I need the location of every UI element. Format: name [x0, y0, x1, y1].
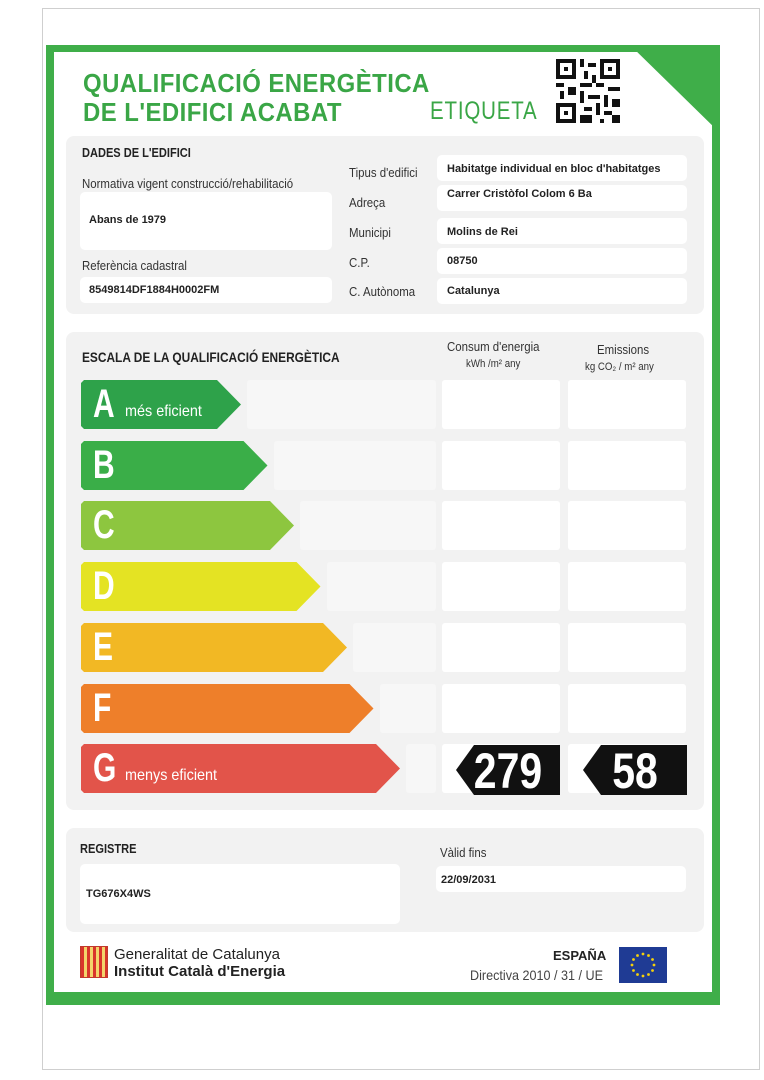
frame-corner: [630, 45, 720, 133]
generalitat-logo-icon: [80, 946, 108, 978]
band-letter: G: [93, 746, 117, 791]
consum-label: Consum d'energia: [447, 339, 540, 354]
tipus-value: Habitatge individual en bloc d'habitatges: [447, 163, 661, 175]
band-letter: C: [93, 503, 115, 548]
band-arrow-shape: [81, 684, 374, 733]
consum-cell-b: [442, 441, 560, 490]
tipus-label: Tipus d'edifici: [349, 165, 418, 180]
emissions-cell-e: [568, 623, 686, 672]
band-arrow-shape: [81, 623, 347, 672]
band-row-spacer: [300, 501, 436, 550]
cp-label: C.P.: [349, 255, 370, 270]
emissions-rating-marker: [583, 743, 687, 799]
band-letter: E: [93, 624, 114, 669]
autonoma-label: C. Autònoma: [349, 284, 416, 299]
band-row-spacer: [327, 562, 437, 611]
emissions-value: 58: [612, 743, 658, 799]
eu-flag-icon: [619, 947, 667, 983]
consum-unit: kWh /m² any: [466, 358, 521, 370]
eu-star: [642, 975, 645, 978]
eu-star: [653, 964, 656, 967]
etiqueta-label: ETIQUETA: [430, 97, 538, 125]
autonoma-value: Catalunya: [447, 285, 500, 297]
normativa-value: Abans de 1979: [89, 214, 167, 226]
registre-label: REGISTRE: [80, 841, 137, 856]
scale-section-title: ESCALA DE LA QUALIFICACIÓ ENERGÈTICA: [82, 349, 340, 365]
adreca-label: Adreça: [349, 195, 386, 210]
band-letter: D: [93, 564, 115, 609]
title-line-2: DE L'EDIFICI ACABAT: [83, 97, 342, 127]
normativa-label: Normativa vigent construcció/rehabilitació: [82, 176, 294, 191]
directive-label: Directiva 2010 / 31 / UE: [470, 967, 604, 983]
eu-star: [647, 954, 650, 957]
eu-star: [647, 973, 650, 976]
energy-band-g: [81, 744, 400, 792]
emissions-cell-b: [568, 441, 686, 490]
adreca-value: Carrer Cristòfol Colom 6 Ba: [447, 188, 592, 200]
eu-star: [632, 969, 635, 972]
title-line-1: QUALIFICACIÓ ENERGÈTICA: [83, 68, 430, 98]
referencia-value: 8549814DF1884H0002FM: [89, 284, 220, 296]
qr-code-icon: [556, 59, 620, 123]
eu-star: [642, 953, 645, 956]
energy-band-b: [81, 441, 268, 489]
consum-cell-e: [442, 623, 560, 672]
emissions-cell-c: [568, 501, 686, 550]
band-caption: menys eficient: [125, 767, 218, 785]
consum-cell-d: [442, 562, 560, 611]
emissions-cell-a: [568, 380, 686, 429]
consum-value: 279: [473, 743, 543, 799]
issuer-line-1: Generalitat de Catalunya: [114, 946, 280, 963]
band-row-spacer: [353, 623, 436, 672]
energy-band-f: [81, 684, 374, 732]
consum-rating-marker: [456, 743, 560, 799]
emissions-label: Emissions: [597, 342, 650, 357]
municipi-value: Molins de Rei: [447, 226, 518, 238]
energy-band-c: [81, 501, 294, 549]
valid-value: 22/09/2031: [441, 874, 497, 886]
band-row-spacer: [406, 744, 436, 793]
band-letter: A: [93, 382, 115, 426]
eu-star: [636, 954, 639, 957]
issuer-line-2: Institut Català d'Energia: [114, 963, 286, 980]
country-label: ESPAÑA: [553, 948, 607, 963]
band-letter: F: [93, 685, 112, 730]
eu-star: [636, 973, 639, 976]
energy-band-e: [81, 623, 347, 671]
registre-value: TG676X4WS: [86, 888, 151, 900]
emissions-cell-f: [568, 684, 686, 733]
energy-band-d: [81, 562, 321, 610]
consum-cell-a: [442, 380, 560, 429]
band-caption: més eficient: [125, 403, 202, 420]
consum-cell-c: [442, 501, 560, 550]
eu-star: [651, 969, 654, 972]
energy-band-a: [81, 380, 241, 428]
eu-star: [651, 958, 654, 961]
band-row-spacer: [247, 380, 436, 429]
consum-cell-f: [442, 684, 560, 733]
valid-label: Vàlid fins: [440, 845, 487, 860]
eu-star: [632, 958, 635, 961]
emissions-cell-d: [568, 562, 686, 611]
building-section-title: DADES DE L'EDIFICI: [82, 145, 191, 160]
eu-star: [631, 964, 634, 967]
band-letter: B: [93, 442, 115, 487]
band-arrow-shape: [81, 562, 321, 611]
band-row-spacer: [380, 684, 437, 733]
emissions-unit: kg CO₂ / m² any: [585, 361, 654, 373]
cp-value: 08750: [447, 255, 478, 267]
referencia-label: Referència cadastral: [82, 258, 187, 273]
band-row-spacer: [274, 441, 437, 490]
municipi-label: Municipi: [349, 225, 391, 240]
